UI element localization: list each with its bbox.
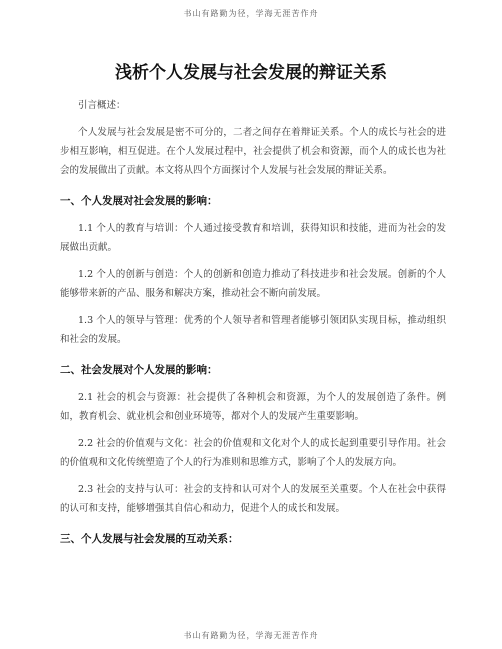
section-heading-3: 三、个人发展与社会发展的互动关系：: [60, 533, 239, 545]
page-title: 浅析个人发展与社会发展的辩证关系: [115, 63, 387, 83]
running-header: 书山有路勤为径，学海无涯苦作舟: [183, 9, 319, 18]
paragraph-2-3: 2.3 社会的支持与认可：社会的支持和认可对个人的发展至关重要。个人在社会中获得的认可和支持，能够增强其自信心和动力，促进个人的成长和发展。: [60, 484, 446, 514]
paragraph-1-1: 1.1 个人的教育与培训：个人通过接受教育和培训，获得知识和技能，进而为社会的发展做出贡献。: [60, 223, 446, 253]
section-heading-2: 二、社会发展对个人发展的影响：: [60, 364, 218, 376]
section-heading-1: 一、个人发展对社会发展的影响：: [60, 195, 218, 207]
running-footer: 书山有路勤为径，学海无涯苦作舟: [183, 631, 319, 640]
intro-label: 引言概述：: [78, 100, 126, 111]
paragraph-2-2: 2.2 社会的价值观与文化：社会的价值观和文化对个人的成长起到重要引导作用。社会的价值观和文化传统塑造了个人的行为准则和思维方式，影响了个人的发展方向。: [60, 438, 446, 468]
paragraph-2-1: 2.1 社会的机会与资源：社会提供了各种机会和资源，为个人的发展创造了条件。例如，教育机会、就业机会和创业环境等，都对个人的发展产生重要影响。: [60, 392, 446, 422]
paragraph-1-3: 1.3 个人的领导与管理：优秀的个人领导者和管理者能够引领团队实现目标，推动组织和社会的发展。: [60, 315, 446, 345]
paragraph-1-2: 1.2 个人的创新与创造：个人的创新和创造力推动了科技进步和社会发展。创新的个人能够带来新的产品、服务和解决方案，推动社会不断向前发展。: [60, 269, 446, 299]
document-body: [60, 96, 446, 557]
intro-paragraph: 个人发展与社会发展是密不可分的，二者之间存在着辩证关系。个人的成长与社会的进步相互影响，相互促进。在个人发展过程中，社会提供了机会和资源，而个人的成长也为社会的发展做出了贡献。本文将从四个方面探讨个人发展与社会发展的辩证关系。: [60, 127, 446, 176]
